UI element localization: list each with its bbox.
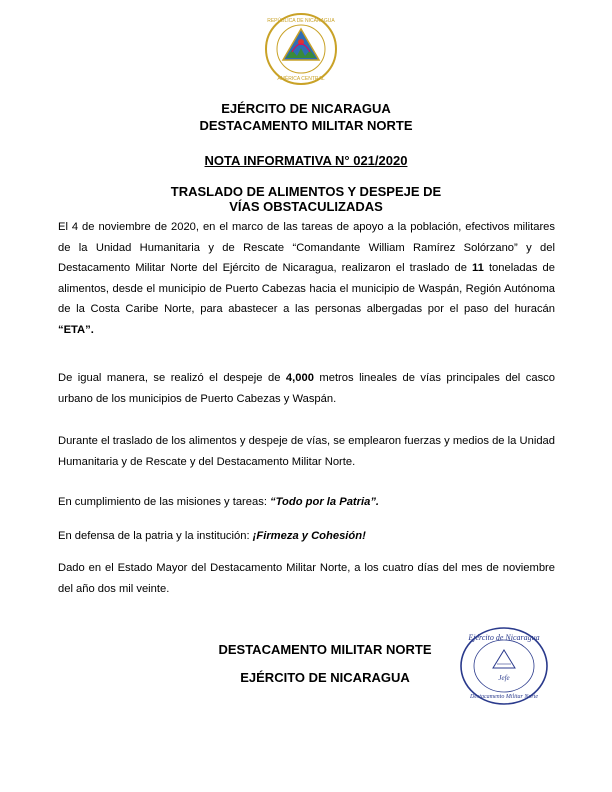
stamp-top-text: Ejército de Nicaragua (468, 633, 540, 642)
paragraph-2-text-a: De igual manera, se realizó el despeje de (58, 372, 286, 384)
paragraph-3: Durante el traslado de los alimentos y despeje de vías, se emplearon fuerzas y medios de la Unidad Humanitaria y de Rescate y del Destacamento Militar Norte. (58, 435, 555, 468)
organization-line-2: DESTACAMENTO MILITAR NORTE (199, 118, 413, 133)
paragraph-1-hurricane-name: “ETA”. (58, 323, 94, 336)
paragraph-4 (58, 492, 555, 513)
document-title-line-2: VÍAS OBSTACULIZADAS (229, 199, 383, 214)
paragraph-6: Dado en el Estado Mayor del Destacamento Militar Norte, a los cuatro días del mes de noviembre del año dos mil veinte. (58, 562, 555, 595)
paragraph-2 (58, 368, 555, 409)
seal-ring-text-top: REPÚBLICA DE NICARAGUA (267, 18, 335, 24)
paragraph-2-text-c: metros lineales de vías principales del casco urbano de los municipios de Puerto Cabezas y Waspán. (58, 372, 555, 405)
document-number: NOTA INFORMATIVA N° 021/2020 (204, 153, 408, 168)
organization-line-1: EJÉRCITO DE NICARAGUA (221, 101, 391, 116)
signature-line-2: EJÉRCITO DE NICARAGUA (240, 670, 410, 685)
paragraph-4-text-a: En cumplimiento de las misiones y tareas: (58, 496, 271, 508)
paragraph-1 (58, 217, 555, 340)
motto-todo-por-la-patria: “Todo por la Patria”. (270, 496, 380, 508)
stamp-center-text: Jefe (498, 674, 510, 682)
nicaragua-coat-of-arms-seal (264, 12, 338, 86)
paragraph-5 (58, 526, 555, 547)
paragraph-1-text-a: El 4 de noviembre de 2020, en el marco de las tareas de apoyo a la población, efectivos militares de la Unidad Humanitaria y de Rescate “Comandante William Ramírez Solórzano” y del Destacamento Militar Norte del Ejército de Nicaragua, realizaron el traslado de (58, 221, 555, 274)
official-stamp (459, 626, 549, 706)
paragraph-1-text-c: toneladas de alimentos, desde el municipio de Puerto Cabezas hacia el municipio de Waspán, Región Autónoma de la Costa Caribe Norte, para abastecer a las personas albergadas por el paso del huracán (58, 262, 555, 315)
document-title-line-1: TRASLADO DE ALIMENTOS Y DESPEJE DE (170, 184, 442, 199)
paragraph-2-meters: 4,000 (285, 372, 314, 384)
signature-line-1: DESTACAMENTO MILITAR NORTE (218, 642, 432, 657)
paragraph-1-tonnage: 11 (472, 262, 484, 274)
seal-ring-text-bottom: AMÉRICA CENTRAL (277, 76, 325, 82)
paragraph-5-text-a: En defensa de la patria y la institución: (58, 530, 253, 542)
stamp-bottom-text: Destacamento Militar Norte (470, 694, 538, 700)
motto-firmeza-y-cohesion: ¡Firmeza y Cohesión! (252, 530, 366, 542)
